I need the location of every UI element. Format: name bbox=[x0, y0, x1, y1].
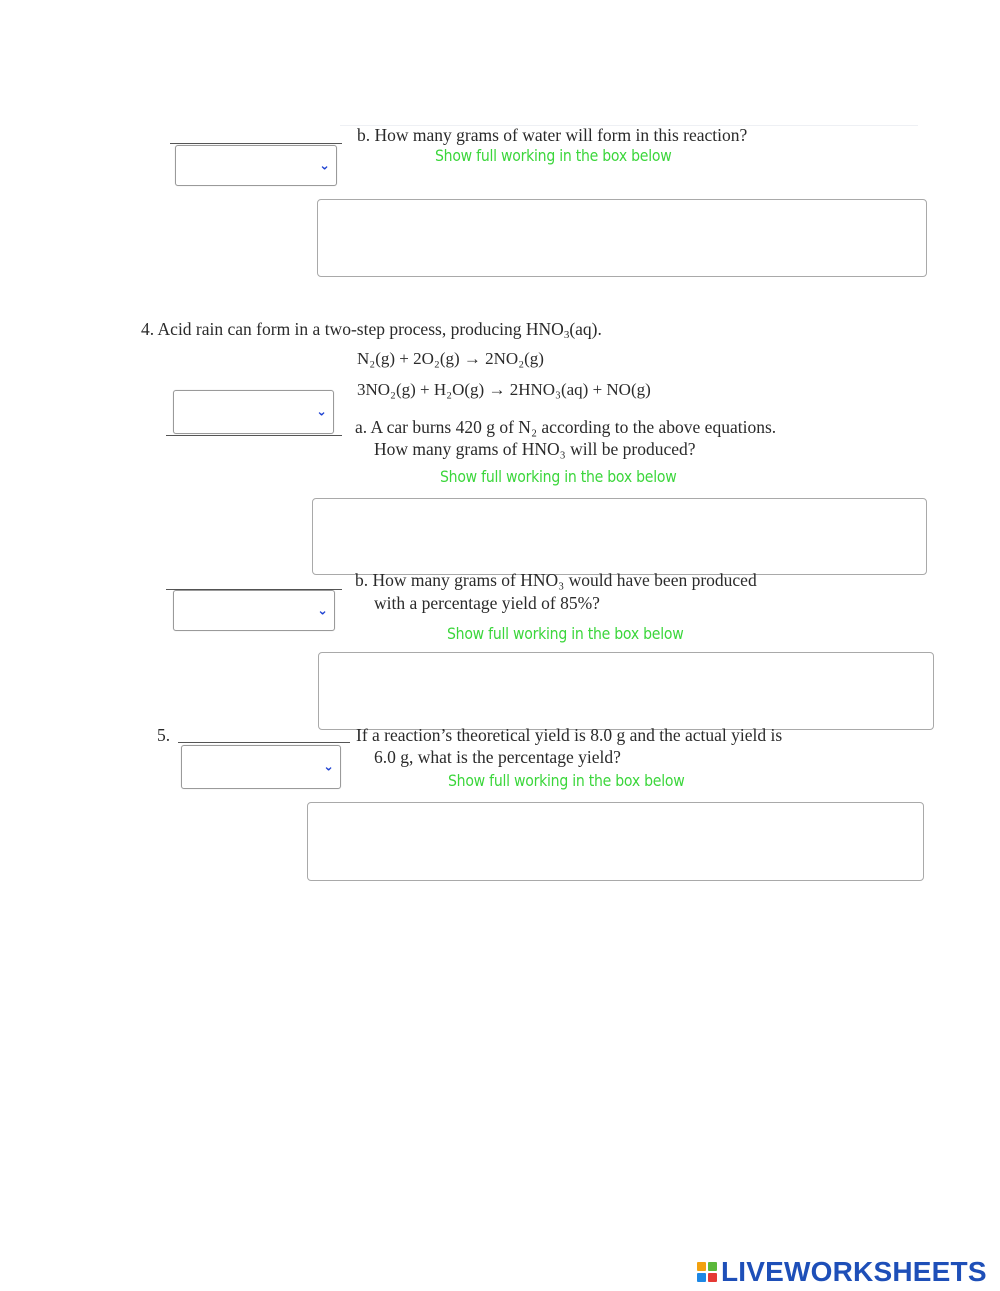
logo-grid-icon bbox=[697, 1262, 717, 1282]
question-5-number: 5. bbox=[157, 725, 171, 745]
answer-blank-line bbox=[178, 742, 350, 743]
answer-blank-line bbox=[166, 435, 342, 436]
answer-dropdown-5[interactable] bbox=[181, 745, 341, 789]
answer-dropdown-3b[interactable] bbox=[175, 145, 337, 186]
chevron-down-icon: ⌄ bbox=[319, 158, 330, 173]
question-4a-line2: How many grams of HNO₃ will be produced? bbox=[374, 439, 696, 459]
chevron-down-icon: ⌄ bbox=[323, 759, 334, 775]
working-hint-3b: Show full working in the box below bbox=[435, 146, 672, 165]
chevron-down-icon: ⌄ bbox=[317, 603, 328, 618]
brand-logo bbox=[697, 1256, 987, 1288]
question-4a-line1: a. A car burns 420 g of N₂ according to the above equations. bbox=[355, 417, 777, 437]
working-box-4b[interactable] bbox=[318, 652, 934, 730]
question-4-intro: 4. Acid rain can form in a two-step process, producing $HNO_3(aq)$. bbox=[141, 319, 602, 341]
working-hint-4b: Show full working in the box below bbox=[447, 624, 684, 643]
working-box-5[interactable] bbox=[307, 802, 924, 881]
working-box-3b[interactable] bbox=[317, 199, 927, 277]
question-4b-line2: with a percentage yield of 85%? bbox=[374, 593, 600, 613]
equation-2: 3NO₂(g) + H₂O(g) → 2HNO₃(aq) + NO(g) bbox=[357, 380, 651, 399]
answer-blank-line bbox=[170, 143, 342, 144]
working-box-4a[interactable] bbox=[312, 498, 927, 575]
answer-dropdown-4b[interactable] bbox=[173, 590, 335, 631]
question-3b-text: b. How many grams of water will form in this reaction? bbox=[357, 125, 748, 145]
question-5-line1: If a reaction’s theoretical yield is 8.0 g and the actual yield is bbox=[356, 725, 783, 745]
chevron-down-icon: ⌄ bbox=[316, 404, 327, 420]
brand-name: LIVEWORKSHEETS bbox=[721, 1256, 987, 1287]
question-5-line2: 6.0 g, what is the percentage yield? bbox=[374, 747, 621, 767]
working-hint-4a: Show full working in the box below bbox=[440, 467, 677, 486]
answer-dropdown-4a[interactable] bbox=[173, 390, 334, 434]
working-hint-5: Show full working in the box below bbox=[448, 771, 685, 790]
equation-1: N₂(g) + 2O₂(g) → 2NO₂(g) bbox=[357, 349, 544, 368]
question-4b-line1: b. How many grams of HNO₃ would have been produced bbox=[355, 570, 757, 590]
